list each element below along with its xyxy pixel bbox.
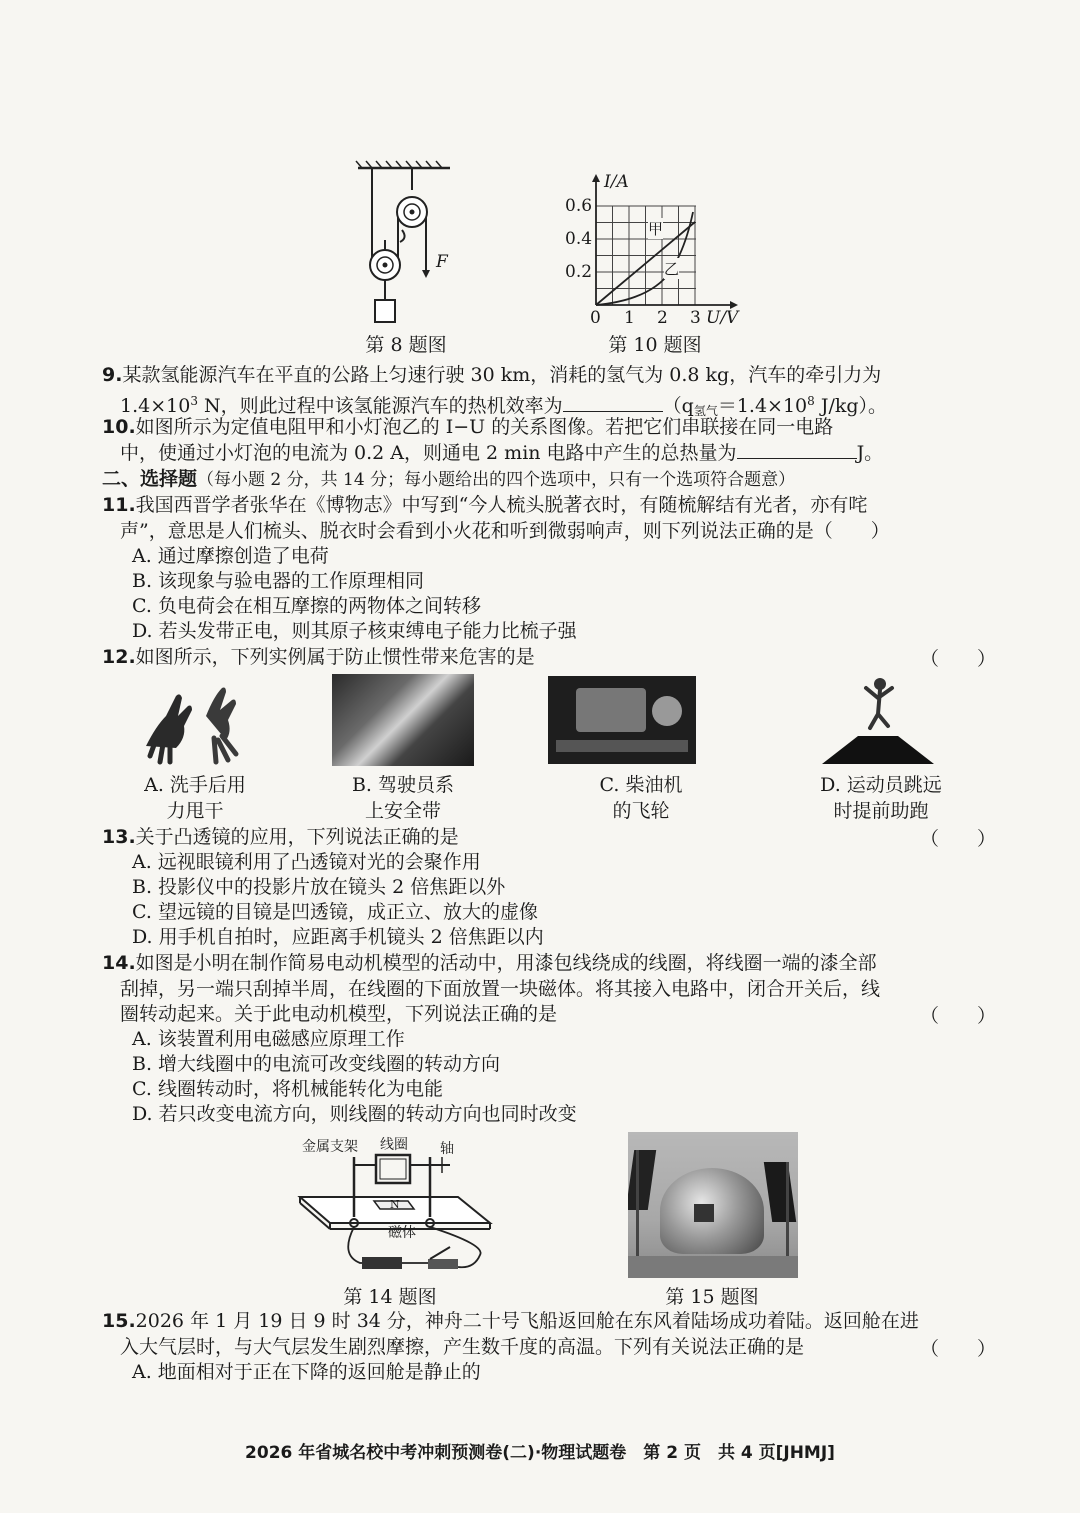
q13-answer-paren[interactable]: （ ） — [920, 828, 997, 850]
question-11 — [102, 492, 1002, 518]
figure-8-caption: 第 8 题图 — [365, 334, 447, 356]
question-14 — [102, 950, 1002, 976]
page-footer: 2026 年省城名校中考冲刺预测卷(二)·物理试题卷 第 2 页 共 4 页[JHMJ] — [245, 1443, 835, 1463]
label-magnet-n: N — [390, 1198, 400, 1211]
q11-option-b[interactable]: B. 该现象与验电器的工作原理相同 — [132, 570, 425, 592]
q11-option-a[interactable]: A. 通过摩擦创造了电荷 — [132, 545, 329, 567]
question-11-number: 11. — [102, 494, 136, 516]
section-2-title: 二、选择题 — [102, 468, 198, 490]
figure-14-caption: 第 14 题图 — [343, 1286, 437, 1308]
figure-15-caption: 第 15 题图 — [665, 1286, 759, 1308]
q13-option-a[interactable]: A. 远视眼镜利用了凸透镜对光的会聚作用 — [132, 851, 481, 873]
label-coil: 线圈 — [380, 1137, 408, 1153]
question-13-number: 13. — [102, 826, 136, 848]
question-15-number: 15. — [102, 1310, 136, 1332]
q14-option-d[interactable]: D. 若只改变电流方向，则线圈的转动方向也同时改变 — [132, 1103, 577, 1125]
section-2-header — [102, 466, 795, 493]
q13-option-c[interactable]: C. 望远镜的目镜是凹透镜，成正立、放大的虚像 — [132, 901, 538, 923]
answer-blank-q9[interactable] — [563, 411, 663, 412]
question-12 — [102, 644, 1002, 670]
question-15-line1: 2026 年 1 月 19 日 9 时 34 分，神舟二十号飞船返回舱在东风着陆场成功着陆。返回舱在进 — [135, 1310, 919, 1332]
q12-option-b[interactable]: B. 驾驶员系 上安全带 — [351, 774, 455, 822]
question-11-line2: 声”，意思是人们梳头、脱衣时会看到小火花和听到微弱响声，则下列说法正确的是（ ） — [120, 520, 890, 542]
q14-option-c[interactable]: C. 线圈转动时，将机械能转化为电能 — [132, 1078, 443, 1100]
long-jump-athlete-image — [818, 674, 938, 766]
q12-option-a[interactable]: A. 洗手后用 力甩干 — [144, 774, 246, 822]
q12-answer-paren[interactable]: （ ） — [920, 648, 997, 670]
y-tick-0-4: 0.4 — [565, 229, 593, 249]
q12-option-c[interactable]: C. 柴油机 的飞轮 — [599, 774, 683, 822]
seatbelt-photo — [332, 674, 474, 766]
label-metal-bracket: 金属支架 — [302, 1139, 358, 1155]
q14-answer-paren[interactable]: （ ） — [920, 1005, 997, 1027]
question-9-line1: 某款氢能源汽车在平直的公路上匀速行驶 30 km，消耗的氢气为 0.8 kg，汽车的牵引力为 — [122, 364, 882, 386]
q14-option-b[interactable]: B. 增大线圈中的电流可改变线圈的转动方向 — [132, 1053, 501, 1075]
question-12-line1: 如图所示，下列实例属于防止惯性带来危害的是 — [135, 646, 535, 668]
force-label: F — [436, 252, 448, 272]
question-15-line2: 入大气层时，与大气层发生剧烈摩擦，产生数千度的高温。下列有关说法正确的是 — [120, 1336, 805, 1358]
question-9-number: 9. — [102, 364, 123, 386]
x-tick-1: 1 — [624, 308, 635, 328]
question-14-line2: 刮掉，另一端只刮掉半周，在线圈的下面放置一块磁体。将其接入电路中，闭合开关后，线 — [120, 978, 881, 1000]
q13-option-b[interactable]: B. 投影仪中的投影片放在镜头 2 倍焦距以外 — [132, 876, 506, 898]
question-10-line1: 如图所示为定值电阻甲和小灯泡乙的 I−U 的关系图像。若把它们串联接在同一电路 — [135, 416, 834, 438]
diesel-engine-photo — [548, 676, 696, 764]
section-2-note: （每小题 2 分，共 14 分；每小题给出的四个选项中，只有一个选项符合题意） — [197, 470, 796, 490]
y-axis-label: I/A — [604, 172, 629, 192]
x-axis-label: U/V — [706, 308, 739, 328]
question-14-line1: 如图是小明在制作简易电动机模型的活动中，用漆包线绕成的线圈，将线圈一端的漆全部 — [135, 952, 877, 974]
q11-option-c[interactable]: C. 负电荷会在相互摩擦的两物体之间转移 — [132, 595, 481, 617]
x-tick-3: 3 — [690, 308, 701, 328]
hands-shaking-water-image — [136, 676, 256, 766]
x-tick-0: 0 — [590, 308, 601, 328]
label-axle: 轴 — [440, 1141, 454, 1157]
question-10 — [102, 414, 1002, 440]
question-14-line3: 圈转动起来。关于此电动机模型，下列说法正确的是 — [120, 1003, 558, 1025]
figure-10-caption: 第 10 题图 — [608, 334, 702, 356]
answer-blank-q10[interactable] — [737, 458, 857, 459]
question-10-line2: 中，使通过小灯泡的电流为 0.2 A，则通电 2 min 电路中产生的总热量为 J。 — [120, 442, 884, 464]
curve-label-jia: 甲 — [648, 220, 664, 238]
question-15 — [102, 1308, 1002, 1334]
question-9 — [102, 362, 1002, 388]
q15-option-a[interactable]: A. 地面相对于正在下降的返回舱是静止的 — [132, 1361, 481, 1383]
question-9-line2: $1.4\times 10^3$ N，则此过程中该氢能源汽车的热机效率为 （$q_{氢气}=1.4\times 10^8$ J/kg）。 — [120, 394, 888, 418]
q11-option-d[interactable]: D. 若头发带正电，则其原子核束缚电子能力比梳子强 — [132, 620, 577, 642]
curve-label-yi: 乙 — [664, 260, 680, 278]
x-tick-2: 2 — [657, 308, 668, 328]
q12-option-d[interactable]: D. 运动员跳远 时提前助跑 — [820, 774, 942, 822]
figure-14-motor-diagram — [290, 1135, 510, 1280]
label-magnet: 磁体 — [388, 1225, 416, 1241]
q15-answer-paren[interactable]: （ ） — [920, 1338, 997, 1360]
figure-8-pulley-diagram — [350, 160, 460, 330]
question-12-number: 12. — [102, 646, 136, 668]
q14-option-a[interactable]: A. 该装置利用电磁感应原理工作 — [132, 1028, 405, 1050]
question-11-line1: 我国西晋学者张华在《博物志》中写到“今人梳头脱著衣时，有随梳解结有光者，亦有咤 — [135, 494, 868, 516]
question-13-line1: 关于凸透镜的应用，下列说法正确的是 — [135, 826, 459, 848]
question-10-number: 10. — [102, 416, 136, 438]
y-tick-0-2: 0.2 — [565, 262, 593, 282]
y-tick-0-6: 0.6 — [565, 196, 593, 216]
question-13 — [102, 824, 1002, 850]
q13-option-d[interactable]: D. 用手机自拍时，应距离手机镜头 2 倍焦距以内 — [132, 926, 544, 948]
question-14-number: 14. — [102, 952, 136, 974]
return-capsule-photo — [628, 1132, 798, 1278]
